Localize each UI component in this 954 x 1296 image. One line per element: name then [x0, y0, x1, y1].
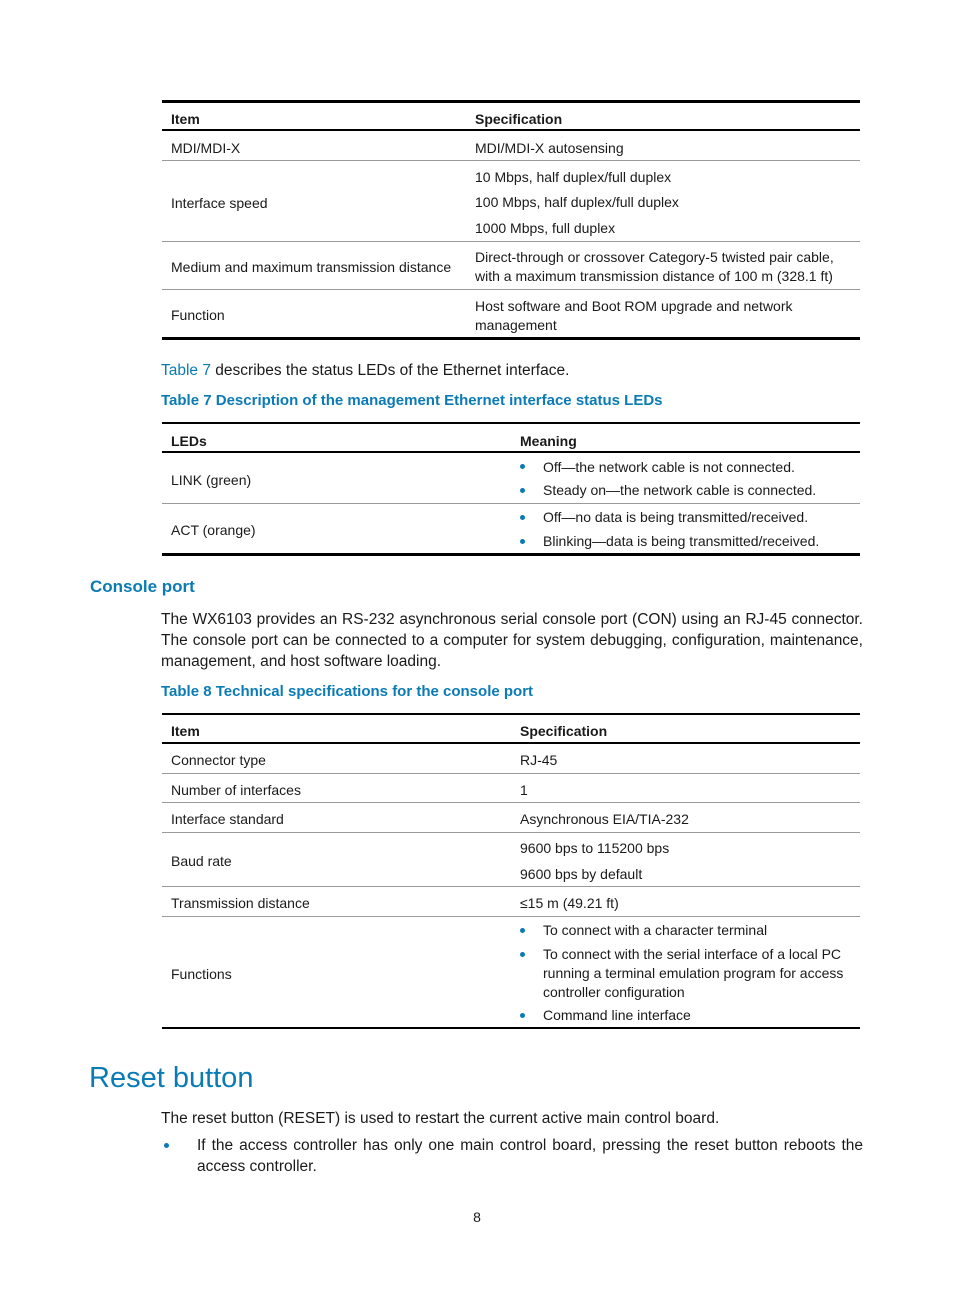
- table-row-item: MDI/MDI-X: [171, 140, 241, 156]
- row-divider: [162, 503, 860, 504]
- table-row-spec: Host software and Boot ROM upgrade and network: [475, 298, 793, 314]
- list-item: controller configuration: [543, 984, 685, 1000]
- list-item: Blinking—data is being transmitted/received.: [543, 533, 820, 549]
- list-item: running a terminal emulation program for access: [543, 965, 844, 981]
- console-port-heading: Console port: [90, 577, 195, 596]
- intro-sentence: [161, 360, 569, 381]
- table-bottom-rule: [162, 553, 860, 556]
- page-number: 8: [473, 1209, 481, 1225]
- row-divider: [162, 241, 860, 242]
- bullet-icon: [520, 1013, 525, 1018]
- column-header-item: Item: [171, 111, 200, 127]
- bullet-icon: [520, 464, 525, 469]
- table-row-spec: 100 Mbps, half duplex/full duplex: [475, 194, 679, 210]
- row-divider: [162, 916, 860, 917]
- list-item: Off—no data is being transmitted/received.: [543, 509, 809, 525]
- table-row-spec: 1000 Mbps, full duplex: [475, 220, 616, 236]
- table-row-spec: with a maximum transmission distance of 100 m (328.1 ft): [475, 268, 833, 284]
- column-header-specification: Specification: [475, 111, 563, 127]
- table-bottom-rule: [162, 337, 860, 340]
- intro-text: describes the status LEDs of the Ethernet interface.: [210, 362, 570, 379]
- table-top-rule: [162, 422, 860, 424]
- bullet-icon: [164, 1143, 169, 1148]
- row-divider: [162, 160, 860, 161]
- table-row-item: Medium and maximum transmission distance: [171, 259, 452, 275]
- table-header-rule: [162, 742, 860, 744]
- bullet-icon: [520, 952, 525, 957]
- column-header-specification: Specification: [520, 723, 608, 739]
- table-row-spec: Asynchronous EIA/TIA-232: [520, 811, 689, 827]
- table-row-spec: 9600 bps to 115200 bps: [520, 840, 670, 856]
- table-7-link[interactable]: Table 7: [161, 362, 211, 379]
- table-row-item: Functions: [171, 966, 232, 982]
- list-item: Command line interface: [543, 1007, 691, 1023]
- row-divider: [162, 832, 860, 833]
- table-8-caption: Table 8 Technical specifications for the console port: [161, 683, 534, 700]
- row-divider: [162, 886, 860, 887]
- table-header-rule: [162, 451, 860, 453]
- table-row-spec: 1: [520, 782, 528, 798]
- table-row-led: LINK (green): [171, 472, 252, 488]
- table-row-spec: MDI/MDI-X autosensing: [475, 140, 624, 156]
- table-top-rule: [162, 713, 860, 715]
- table-row-spec: 10 Mbps, half duplex/full duplex: [475, 169, 672, 185]
- table-row-spec: 9600 bps by default: [520, 866, 643, 882]
- table-row-spec: RJ-45: [520, 752, 558, 768]
- column-header-meaning: Meaning: [520, 433, 577, 449]
- table-row-spec: ≤15 m (49.21 ft): [520, 895, 619, 911]
- list-item: To connect with the serial interface of a local PC: [543, 946, 842, 962]
- row-divider: [162, 289, 860, 290]
- row-divider: [162, 802, 860, 803]
- bullet-icon: [520, 928, 525, 933]
- list-item: To connect with a character terminal: [543, 922, 768, 938]
- row-divider: [162, 773, 860, 774]
- console-paragraph: The WX6103 provides an RS-232 asynchronous serial console port (CON) using an RJ-45 connector. The console port can be connected to a computer for system debugging, configuration, maintenance, management, and host software loading.: [161, 611, 863, 670]
- table-row-spec: management: [475, 317, 557, 333]
- list-item: Steady on—the network cable is connected.: [543, 482, 817, 498]
- column-header-leds: LEDs: [171, 433, 207, 449]
- reset-bullet-item: If the access controller has only one main control board, pressing the reset button reboots the access controller.: [197, 1137, 863, 1175]
- table-top-rule: [162, 100, 860, 103]
- table-row-spec: Direct-through or crossover Category-5 twisted pair cable,: [475, 249, 834, 265]
- bullet-icon: [520, 515, 525, 520]
- table-bottom-rule: [162, 1027, 860, 1029]
- bullet-icon: [520, 539, 525, 544]
- table-header-rule: [162, 129, 860, 131]
- reset-button-heading: Reset button: [89, 1062, 254, 1094]
- bullet-icon: [520, 488, 525, 493]
- table-row-item: Interface speed: [171, 195, 268, 211]
- table-7-caption: Table 7 Description of the management Ethernet interface status LEDs: [161, 392, 663, 409]
- table-row-item: Transmission distance: [171, 895, 310, 911]
- table-row-item: Baud rate: [171, 853, 232, 869]
- table-row-led: ACT (orange): [171, 522, 256, 538]
- reset-paragraph: The reset button (RESET) is used to restart the current active main control board.: [161, 1110, 720, 1127]
- table-row-item: Function: [171, 307, 225, 323]
- table-row-item: Interface standard: [171, 811, 284, 827]
- list-item: Off—the network cable is not connected.: [543, 459, 795, 475]
- table-row-item: Number of interfaces: [171, 782, 301, 798]
- column-header-item: Item: [171, 723, 200, 739]
- table-row-item: Connector type: [171, 752, 266, 768]
